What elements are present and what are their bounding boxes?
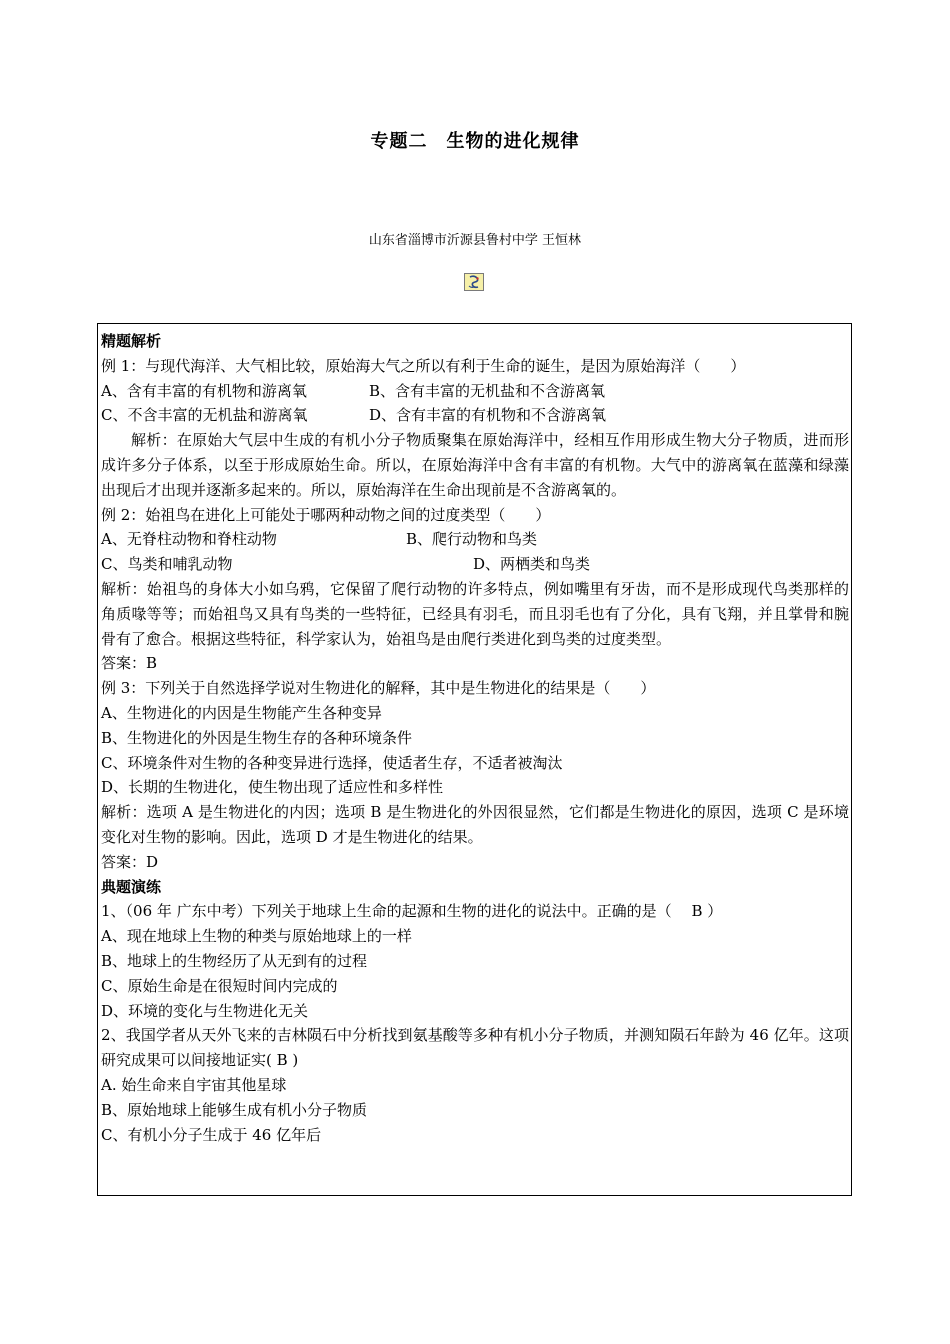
author-line: 山东省淄博市沂源县鲁村中学 王恒林 <box>368 233 582 248</box>
embedded-object-glyph <box>465 274 483 290</box>
practice-2-option-b: B、原始地球上能够生成有机小分子物质 <box>101 1100 368 1119</box>
example-3-option-a: A、生物进化的内因是生物能产生各种变异 <box>101 703 382 722</box>
section-heading-practice: 典题演练 <box>101 877 162 896</box>
practice-1-option-a: A、现在地球上生物的种类与原始地球上的一样 <box>101 927 412 946</box>
example-1-option-b: B、含有丰富的无机盐和不含游离氧 <box>369 381 606 400</box>
practice-2-question: 2、我国学者从天外飞来的吉林陨石中分析找到氨基酸等多种有机小分子物质，并测知陨石年龄为 46 亿年。这项研究成果可以间接地证实( B ) <box>101 1026 849 1070</box>
example-1-options-row-1 <box>101 379 849 404</box>
example-3-option-c: C、环境条件对生物的各种变异进行选择，使适者生存，不适者被淘汰 <box>101 753 563 772</box>
practice-1-option-d: D、环境的变化与生物进化无关 <box>101 1001 309 1020</box>
example-2-option-c: C、鸟类和哺乳动物 <box>101 555 233 574</box>
content-box <box>97 323 852 1196</box>
example-1-analysis: 解析：在原始大气层中生成的有机小分子物质聚集在原始海洋中，经相互作用形成生物大分子物质，进而形成许多分子体系，以至于形成原始生命。所以，在原始海洋中含有丰富的有机物。大气中的游离氧在蓝藻和绿藻出现后才出现并逐渐多起来的。所以，原始海洋在生命出现前是不含游离氧的。 <box>101 431 849 499</box>
example-1-option-d: D、含有丰富的有机物和不含游离氧 <box>369 406 607 425</box>
example-2-options-row-1 <box>101 527 849 552</box>
practice-1-option-c: C、原始生命是在很短时间内完成的 <box>101 976 338 995</box>
practice-2-option-a: A. 始生命来自宇宙其他星球 <box>101 1075 287 1094</box>
example-1-options-row-2 <box>101 403 849 428</box>
practice-2-option-c: C、有机小分子生成于 46 亿年后 <box>101 1125 322 1144</box>
example-2-answer: 答案：B <box>101 654 158 673</box>
embedded-object-icon[interactable] <box>464 273 484 291</box>
example-1-option-a: A、含有丰富的有机物和游离氧 <box>101 381 307 400</box>
example-1-question: 例 1：与现代海洋、大气相比较，原始海大气之所以有利于生命的诞生，是因为原始海洋（ ） <box>101 356 746 375</box>
section-heading-analysis: 精题解析 <box>101 332 162 350</box>
example-1-option-c: C、不含丰富的无机盐和游离氧 <box>101 406 308 425</box>
example-2-option-d: D、两栖类和鸟类 <box>473 555 591 574</box>
page-title: 专题二 生物的进化规律 <box>370 131 580 152</box>
example-2-options-row-2 <box>101 552 849 577</box>
example-2-option-a: A、无脊柱动物和脊柱动物 <box>101 530 277 549</box>
example-3-analysis: 解析：选项 A 是生物进化的内因；选项 B 是生物进化的外因很显然，它们都是生物进化的原因，选项 C 是环境变化对生物的影响。因此，选项 D 才是生物进化的结果。 <box>101 803 849 846</box>
example-3-question: 例 3：下列关于自然选择学说对生物进化的解释，其中是生物进化的结果是（ ） <box>101 679 656 698</box>
example-2-question: 例 2：始祖鸟在进化上可能处于哪两种动物之间的过度类型（ ） <box>101 505 551 524</box>
example-3-option-b: B、生物进化的外因是生物生存的各种环境条件 <box>101 728 413 747</box>
practice-1-option-b: B、地球上的生物经历了从无到有的过程 <box>101 951 368 970</box>
practice-1-question: 1、（06 年 广东中考）下列关于地球上生命的起源和生物的进化的说法中。正确的是（ B ） <box>101 902 723 921</box>
example-2-analysis: 解析：始祖鸟的身体大小如乌鸦，它保留了爬行动物的许多特点，例如嘴里有牙齿，而不是形成现代鸟类那样的角质喙等等；而始祖鸟又具有鸟类的一些特征，已经具有羽毛，而且羽毛也有了分化，具有飞翔，并且掌骨和腕骨有了愈合。根据这些特征，科学家认为，始祖鸟是由爬行类进化到鸟类的过度类型。 <box>101 579 849 648</box>
example-3-answer: 答案：D <box>101 852 159 871</box>
example-2-option-b: B、爬行动物和鸟类 <box>406 530 538 549</box>
example-3-option-d: D、长期的生物进化，使生物出现了适应性和多样性 <box>101 778 444 797</box>
